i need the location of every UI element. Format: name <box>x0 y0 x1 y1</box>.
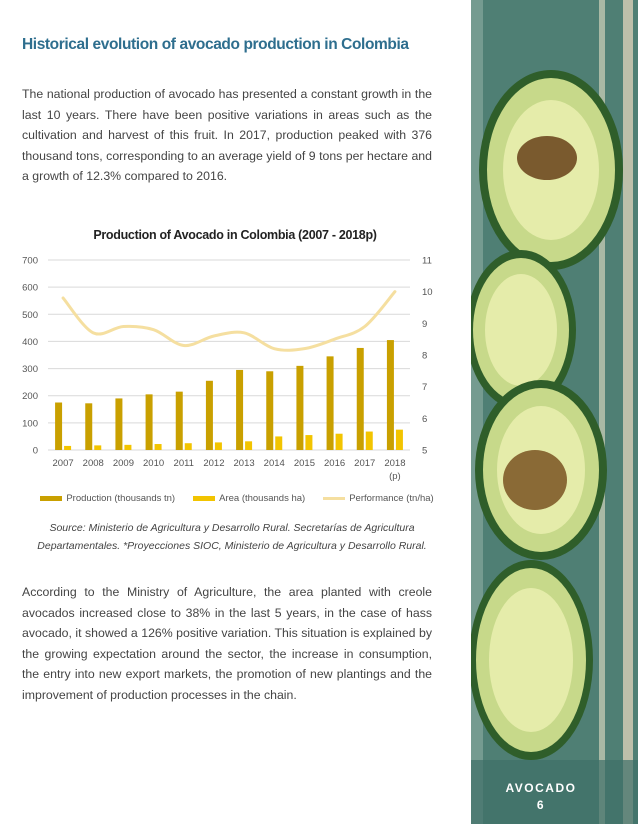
chart-title: Production of Avocado in Colombia (2007 - 2018p) <box>93 228 377 242</box>
y2-tick-label: 8 <box>422 350 428 362</box>
y2-tick-label: 6 <box>422 413 428 425</box>
legend-swatch-production <box>40 496 62 501</box>
x-tick-label: 2014 <box>263 458 285 469</box>
legend-item-production <box>40 493 175 504</box>
avocado-photo <box>471 0 638 824</box>
bar-area <box>275 436 282 450</box>
x-tick-label: 2016 <box>324 458 346 469</box>
legend-label-area: Area (thousands ha) <box>219 493 306 504</box>
x-tick-label: 2008 <box>82 458 104 469</box>
y-tick-label: 100 <box>22 418 38 430</box>
bar-area <box>155 444 162 450</box>
y-tick-label: 500 <box>22 309 38 321</box>
bar-production <box>266 371 273 450</box>
y-tick-label: 400 <box>22 336 38 348</box>
y-tick-label: 200 <box>22 391 38 403</box>
brand-footer <box>471 780 611 814</box>
legend-item-performance <box>323 493 433 504</box>
legend-swatch-performance <box>323 497 345 500</box>
chart-legend <box>22 493 452 504</box>
y-tick-label: 600 <box>22 282 38 294</box>
bar-area <box>124 445 131 450</box>
intro-paragraph: The national production of avocado has presented a constant growth in the last 10 years. There have been positive variations in areas such as the cultivation and harvest of this fruit. In 2017, production peaked with 376 thousand tons, corresponding to an average yield of 9 tons per hectare and a growth of 12.3% compared to 2016. <box>22 87 432 183</box>
legend-swatch-area <box>193 496 215 501</box>
y-tick-label: 0 <box>32 445 38 457</box>
brand-name: AVOCADO <box>505 781 577 795</box>
bar-production <box>115 398 122 450</box>
x-tick-label: 2015 <box>293 458 315 469</box>
bar-production <box>55 403 62 451</box>
avocado-half-3 <box>475 380 607 560</box>
bar-area <box>305 435 312 450</box>
bar-area <box>64 446 71 450</box>
bar-production <box>296 366 303 450</box>
bar-area <box>94 445 101 450</box>
chart-source: Source: Ministerio de Agricultura y Desarrollo Rural. Secretarías de Agricultura Departamentales. *Proyecciones SIOC, Ministerio de Agricultura y Desarrollo Rural. <box>37 522 427 552</box>
bar-area <box>245 441 252 450</box>
bar-production <box>387 340 394 450</box>
x-tick-label: 2007 <box>52 458 74 469</box>
avocado-half-4 <box>471 560 593 760</box>
page-heading: Historical evolution of avocado production in Colombia <box>22 36 409 53</box>
production-chart <box>0 248 470 488</box>
bar-production <box>357 348 364 450</box>
bar-production <box>85 403 92 450</box>
bar-area <box>215 442 222 450</box>
ministry-paragraph: According to the Ministry of Agriculture, the area planted with creole avocados increased close to 38% in the last 5 years, in the case of hass avocado, it showed a 126% positive variation. This situation is explained by the growing expectation around the sector, the increase in consumption, the entry into new export markets, the promotion of new plantings and the improvement of production processes in the chain. <box>22 585 432 702</box>
bar-production <box>236 370 243 450</box>
y2-tick-label: 5 <box>422 445 428 457</box>
legend-label-performance: Performance (tn/ha) <box>349 493 434 504</box>
sidebar-photo <box>471 0 638 824</box>
y-tick-label: 300 <box>22 364 38 376</box>
x-tick-label: 2012 <box>203 458 225 469</box>
legend-label-production: Production (thousands tn) <box>66 493 176 504</box>
legend-item-area <box>193 493 305 504</box>
bar-production <box>176 392 183 450</box>
y2-tick-label: 9 <box>422 318 428 330</box>
bar-area <box>185 443 192 450</box>
y2-tick-label: 11 <box>422 255 432 267</box>
x-tick-label: 2009 <box>112 458 134 469</box>
x-tick-label: 2010 <box>143 458 165 469</box>
bar-area <box>336 434 343 450</box>
y2-tick-label: 10 <box>422 287 433 299</box>
bar-production <box>146 394 153 450</box>
x-tick-label: 2018 <box>384 458 406 469</box>
bar-production <box>206 381 213 450</box>
x-tick-label: 2011 <box>173 458 194 469</box>
x-tick-note: (p) <box>389 471 401 482</box>
y-tick-label: 700 <box>22 255 38 267</box>
page-number: 6 <box>536 798 546 812</box>
bar-area <box>366 432 373 450</box>
x-tick-label: 2017 <box>354 458 376 469</box>
bar-production <box>327 356 334 450</box>
y2-tick-label: 7 <box>422 382 428 394</box>
avocado-half-1 <box>479 70 623 270</box>
x-tick-label: 2013 <box>233 458 255 469</box>
bar-area <box>396 430 403 450</box>
